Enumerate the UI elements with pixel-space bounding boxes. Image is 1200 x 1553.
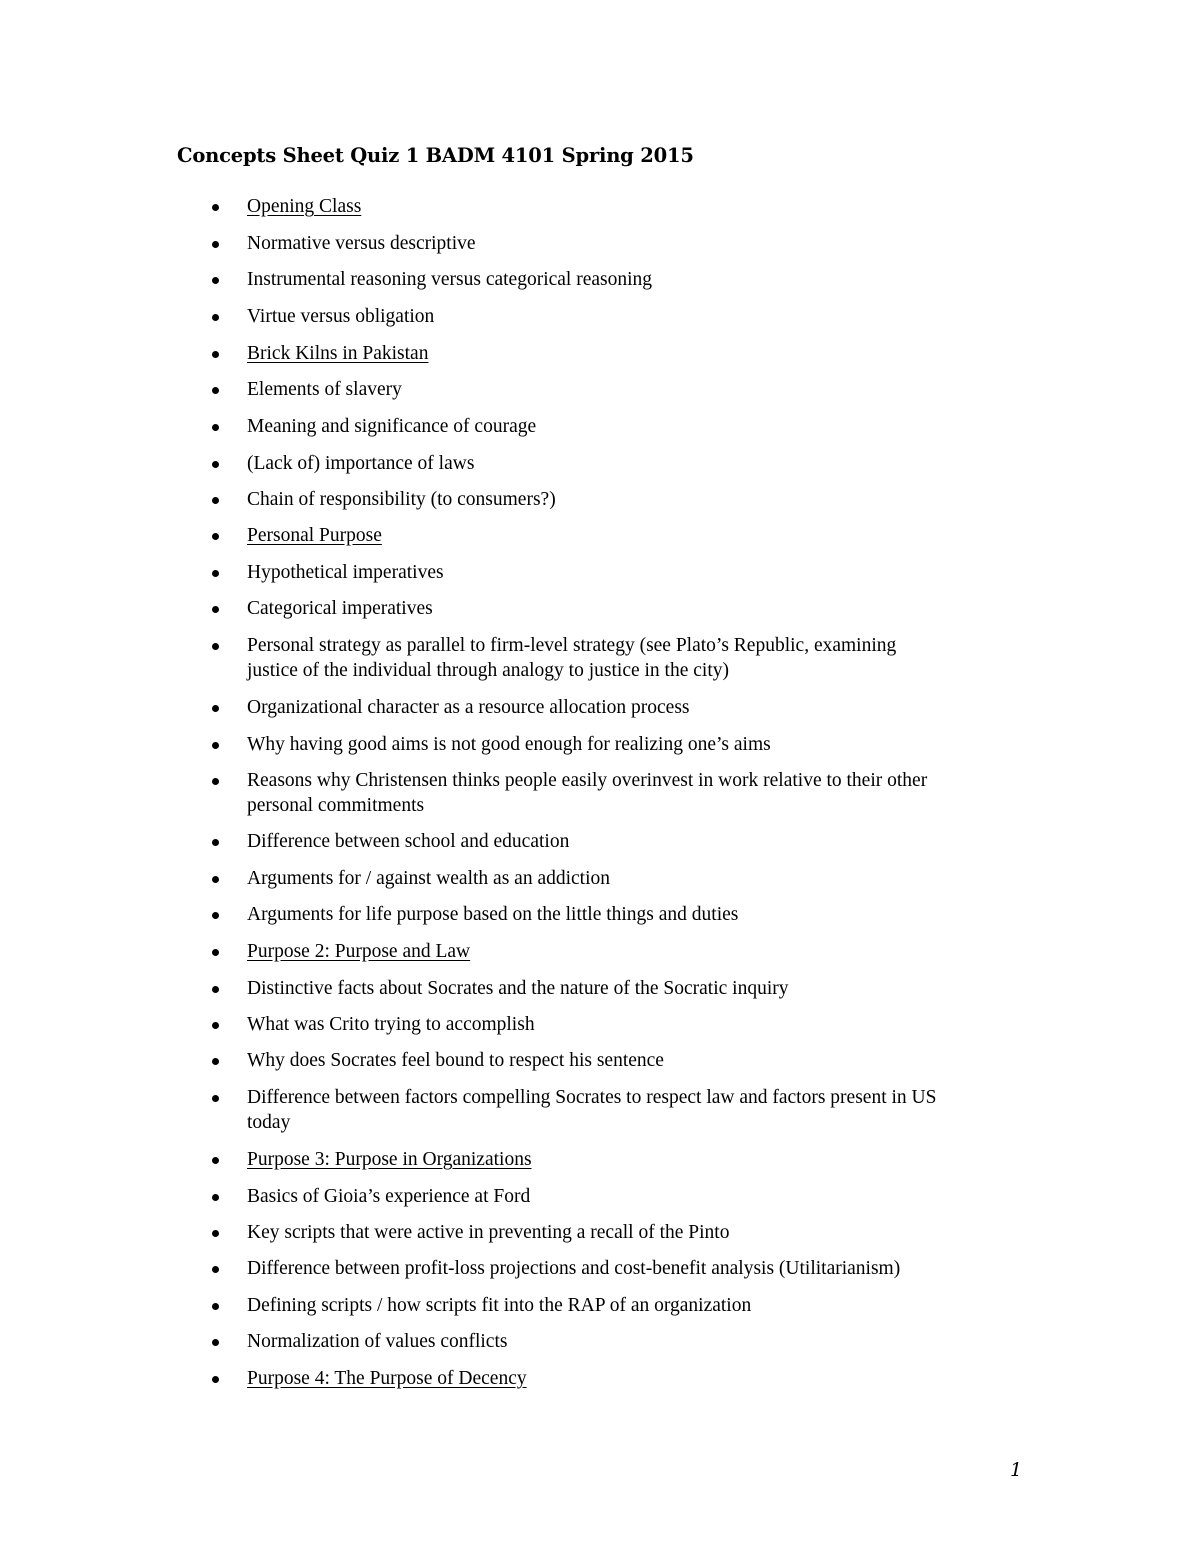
bullet-icon bbox=[212, 643, 219, 650]
list-item-text: Difference between factors compelling Socrates to respect law and factors present in US today bbox=[247, 1087, 937, 1133]
bullet-icon bbox=[212, 277, 219, 284]
bullet-icon bbox=[212, 241, 219, 248]
bullet-icon bbox=[212, 461, 219, 468]
list-item-text: Normalization of values conflicts bbox=[247, 1331, 508, 1352]
section-heading-text: Purpose 3: Purpose in Organizations bbox=[247, 1149, 532, 1170]
list-item-text: Why having good aims is not good enough for realizing one’s aims bbox=[247, 734, 771, 755]
bullet-icon bbox=[212, 1339, 219, 1346]
bullet-icon bbox=[212, 1194, 219, 1201]
list-item-text: Normative versus descriptive bbox=[247, 233, 476, 254]
section-heading-text: Personal Purpose bbox=[247, 525, 382, 546]
bullet-icon bbox=[212, 570, 219, 577]
bullet-icon bbox=[212, 314, 219, 321]
page-number: 1 bbox=[1010, 1459, 1023, 1481]
list-item-text: Difference between profit-loss projections and cost-benefit analysis (Utilitarianism) bbox=[247, 1258, 901, 1279]
bullet-icon bbox=[212, 533, 219, 540]
bullet-icon bbox=[212, 1058, 219, 1065]
list-item-text: Categorical imperatives bbox=[247, 598, 433, 619]
list-item-text: Personal strategy as parallel to firm-level strategy (see Plato’s Republic, examining justice of the individual through analogy to justice in the city) bbox=[247, 635, 897, 681]
bullet-icon bbox=[212, 1266, 219, 1273]
bullet-icon bbox=[212, 606, 219, 613]
section-heading-text: Opening Class bbox=[247, 196, 362, 217]
bullet-icon bbox=[212, 1376, 219, 1383]
list-item-text: Arguments for life purpose based on the little things and duties bbox=[247, 904, 739, 925]
bullet-icon bbox=[212, 742, 219, 749]
bullet-icon bbox=[212, 912, 219, 919]
list-item-text: (Lack of) importance of laws bbox=[247, 453, 475, 474]
bullet-icon bbox=[212, 1230, 219, 1237]
list-item-text: Difference between school and education bbox=[247, 831, 570, 852]
bullet-icon bbox=[212, 497, 219, 504]
list-item-text: Virtue versus obligation bbox=[247, 306, 435, 327]
page-title: Concepts Sheet Quiz 1 BADM 4101 Spring 2015 bbox=[177, 144, 694, 167]
bullet-icon bbox=[212, 1095, 219, 1102]
list-item-text: Instrumental reasoning versus categorical reasoning bbox=[247, 269, 653, 290]
list-item-text: Arguments for / against wealth as an addiction bbox=[247, 868, 611, 889]
bullet-icon bbox=[212, 387, 219, 394]
list-item-text: Organizational character as a resource allocation process bbox=[247, 697, 690, 718]
list-item-text: Reasons why Christensen thinks people easily overinvest in work relative to their other personal commitments bbox=[247, 770, 928, 816]
bullet-icon bbox=[212, 986, 219, 993]
bullet-icon bbox=[212, 839, 219, 846]
section-heading-text: Purpose 2: Purpose and Law bbox=[247, 941, 471, 962]
bullet-icon bbox=[212, 778, 219, 785]
bullet-icon bbox=[212, 1022, 219, 1029]
list-item-text: Elements of slavery bbox=[247, 379, 402, 400]
list-item-text: Hypothetical imperatives bbox=[247, 562, 444, 583]
bullet-icon bbox=[212, 705, 219, 712]
list-item-text: Defining scripts / how scripts fit into the RAP of an organization bbox=[247, 1295, 752, 1316]
bullet-icon bbox=[212, 1157, 219, 1164]
bullet-icon bbox=[212, 876, 219, 883]
list-item-text: Meaning and significance of courage bbox=[247, 416, 537, 437]
bullet-icon bbox=[212, 351, 219, 358]
list-item-text: Key scripts that were active in preventing a recall of the Pinto bbox=[247, 1222, 730, 1243]
bullet-icon bbox=[212, 424, 219, 431]
list-item-text: Distinctive facts about Socrates and the nature of the Socratic inquiry bbox=[247, 978, 789, 999]
bullet-icon bbox=[212, 949, 219, 956]
bullet-icon bbox=[212, 1303, 219, 1310]
section-heading-text: Purpose 4: The Purpose of Decency bbox=[247, 1368, 527, 1389]
bullet-icon bbox=[212, 204, 219, 211]
list-item-text: Basics of Gioia’s experience at Ford bbox=[247, 1186, 531, 1207]
list-item-text: Why does Socrates feel bound to respect his sentence bbox=[247, 1050, 664, 1071]
list-item-text: What was Crito trying to accomplish bbox=[247, 1014, 535, 1035]
list-item-text: Chain of responsibility (to consumers?) bbox=[247, 489, 556, 510]
section-heading-text: Brick Kilns in Pakistan bbox=[247, 343, 429, 364]
